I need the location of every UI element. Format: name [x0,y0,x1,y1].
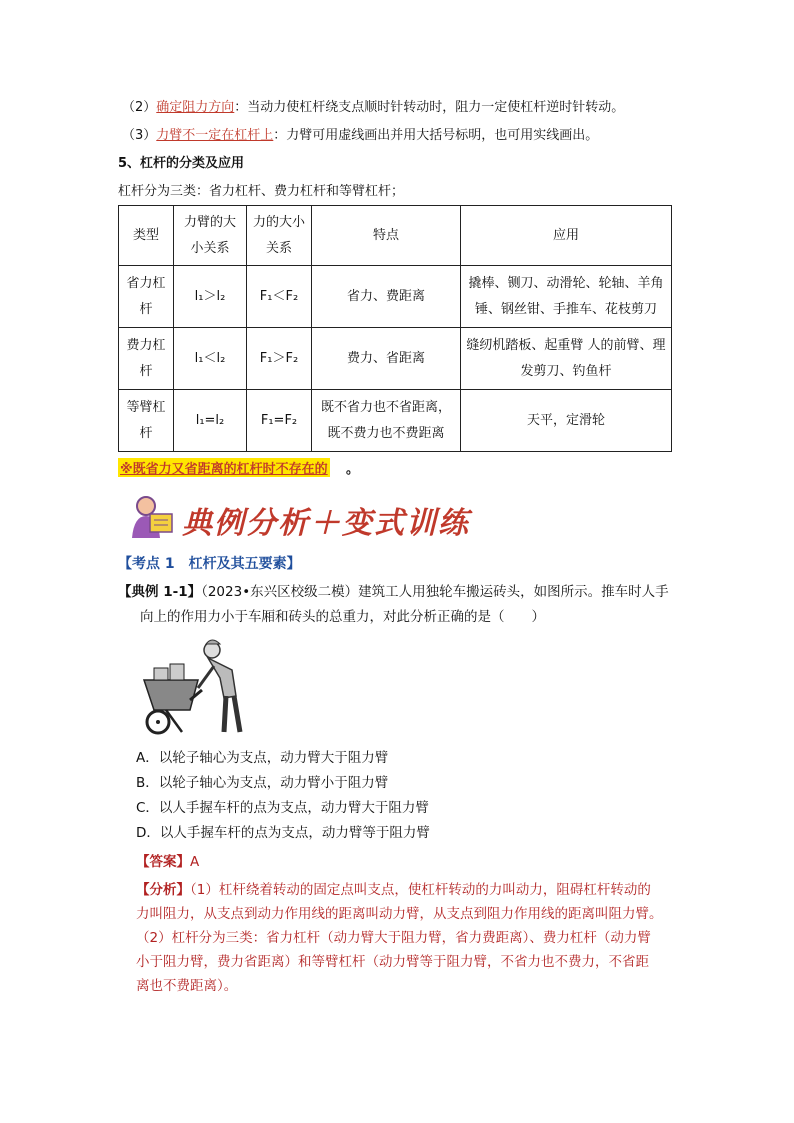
table-row [119,266,672,328]
teacher-icon [124,494,176,540]
cell-arm: l₁＞l₂ [174,266,247,328]
cell-force: F₁=F₂ [247,390,312,452]
cell-type: 费力杠杆 [119,328,174,390]
point-2-num: （2） [122,100,157,115]
option-c: C．以人手握车杆的点为支点，动力臂大于阻力臂 [136,800,429,816]
wheelbarrow-figure [136,636,256,736]
example-stem [118,580,678,630]
header-type: 类型 [119,206,174,266]
table-header-row [119,206,672,266]
table-row [119,328,672,390]
section-intro: 杠杆分为三类：省力杠杆、费力杠杆和等臂杠杆； [118,184,405,199]
cell-arm: l₁＜l₂ [174,328,247,390]
cell-use: 撬棒、铡刀、动滑轮、轮轴、羊角锤、钢丝钳、手推车、花枝剪刀 [461,266,672,328]
lever-table [118,205,672,452]
cell-arm: l₁=l₂ [174,390,247,452]
option-b: B．以轮子轴心为支点，动力臂小于阻力臂 [136,775,389,791]
analysis-line-3: （2）杠杆分为三类：省力杠杆（动力臂大于阻力臂，省力费距离）、费力杠杆（动力臂 [136,930,651,946]
cell-feature: 费力、省距离 [312,328,461,390]
cell-force: F₁＞F₂ [247,328,312,390]
option-d: D．以人手握车杆的点为支点，动力臂等于阻力臂 [136,825,430,841]
section-banner [124,494,470,541]
warning-note: ※既省力又省距离的杠杆时不存在的 [118,458,330,477]
point-3-text: ：力臂可用虚线画出并用大括号标明，也可用实线画出。 [273,128,599,143]
analysis-line-1: （1）杠杆绕着转动的固定点叫支点，使杠杆转动的力叫动力，阻碍杠杆转动的 [190,882,651,898]
point-3-line [122,124,598,143]
cell-use: 天平，定滑轮 [461,390,672,452]
cell-use: 缝纫机踏板、起重臂 人的前臂、理发剪刀、钓鱼杆 [461,328,672,390]
table-row [119,390,672,452]
header-feature: 特点 [312,206,461,266]
cell-type: 省力杠杆 [119,266,174,328]
cell-type: 等臂杠杆 [119,390,174,452]
answer-value: A [190,854,200,870]
cell-force: F₁＜F₂ [247,266,312,328]
analysis-line-2: 力叫阻力，从支点到动力作用线的距离叫动力臂，从支点到阻力作用线的距离叫阻力臂。 [136,906,663,922]
point-3-key: 力臂不一定在杠杆上 [156,128,274,143]
analysis-block [136,878,681,998]
example-tag: 【典例 1-1】 [118,584,202,600]
analysis-line-4: 小于阻力臂，费力省距离）和等臂杠杆（动力臂等于阻力臂，不省力也不费力，不省距 [136,954,649,970]
answer-line [136,850,199,870]
header-use: 应用 [461,206,672,266]
example-source: （2023•东兴区校级二模） [201,584,359,600]
banner-title: 典例分析＋变式训练 [182,506,470,541]
kaodian-heading: 【考点 1 杠杆及其五要素】 [118,556,301,572]
header-force: 力的大小关系 [247,206,312,266]
option-a: A．以轮子轴心为支点，动力臂大于阻力臂 [136,750,389,766]
analysis-label: 【分析】 [136,882,190,898]
warning-period: 。 [346,462,360,477]
point-3-num: （3） [122,128,157,143]
header-arm: 力臂的大小关系 [174,206,247,266]
cell-feature: 既不省力也不省距离，既不费力也不费距离 [312,390,461,452]
analysis-line-5: 离也不费距离）。 [136,978,238,994]
answer-label: 【答案】 [136,854,190,870]
section-title: 5、杠杆的分类及应用 [118,156,245,171]
example-text-2: 向上的作用力小于车厢和砖头的总重力，对此分析正确的是（ ） [140,609,545,625]
point-2-text: ：当动力使杠杆绕支点顺时针转动时，阻力一定使杠杆逆时针转动。 [234,100,625,115]
point-2-key: 确定阻力方向 [156,100,235,115]
point-2-line [122,96,624,115]
example-text-1: 建筑工人用独轮车搬运砖头，如图所示。推车时人手 [358,584,669,600]
cell-feature: 省力、费距离 [312,266,461,328]
